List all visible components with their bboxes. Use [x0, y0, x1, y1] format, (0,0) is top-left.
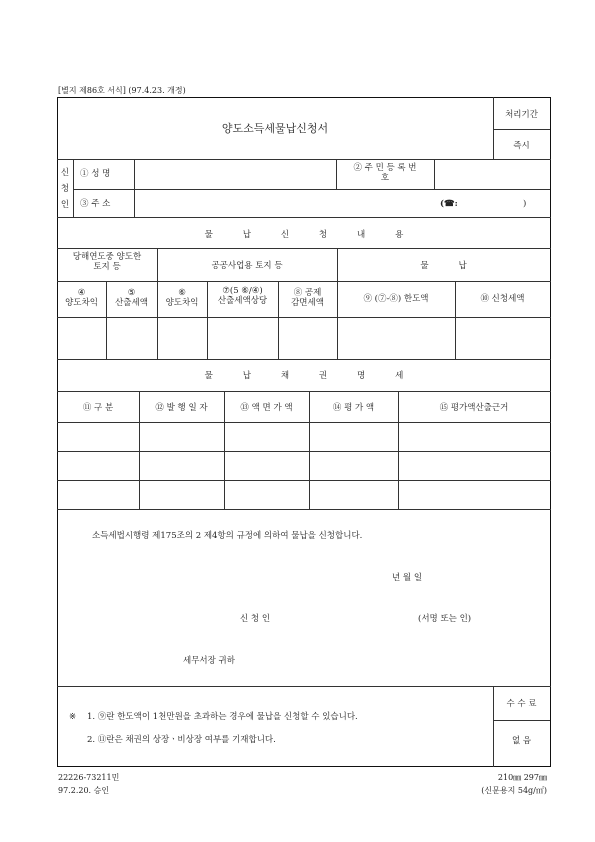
note-2: 2. ⑪란은 채권의 상장ㆍ비상장 여부를 기재합니다. [87, 735, 276, 745]
group-3-header: 물 납 [420, 261, 481, 271]
bond-row[interactable] [58, 423, 550, 450]
col-8-header: ⑧ 공제 감면세액 [291, 288, 324, 309]
form-number: [별지 제86호 서식] (97.4.23. 개정) [58, 86, 186, 95]
name-field[interactable] [135, 160, 335, 188]
frame-top [57, 97, 551, 98]
bond-row[interactable] [58, 481, 550, 508]
bond-heading: 물 납 채 권 명 세 [204, 371, 417, 381]
footer-right-line2: (신문용지 54g/㎡) [481, 786, 547, 795]
form-title: 양도소득세물납신청서 [221, 122, 329, 135]
col-12-header: ⑫ 발 행 일 자 [155, 403, 208, 413]
phone-label: (☎: [440, 199, 458, 209]
applicant-sign-label: 신 청 인 [240, 614, 271, 624]
fee-value: 없 음 [511, 736, 532, 746]
note-mark: ※ [69, 712, 77, 722]
processing-period-value: 즉시 [513, 141, 530, 151]
col-4-header: ④ 양도차익 [65, 288, 98, 309]
col-7-header: ⑦(5 ⑥/④) 산출세액상당 [217, 286, 268, 307]
applicant-group-label: 신 청 인 [60, 168, 70, 211]
group-1-header: 당해연도중 양도한 토지 등 [72, 252, 142, 273]
bond-row[interactable] [58, 452, 550, 479]
signature-label: (서명 또는 인) [418, 614, 472, 624]
col-14-header: ⑭ 평 가 액 [332, 403, 375, 413]
address-label: ③ 주 소 [80, 199, 111, 209]
footer-right-line1: 210㎜ 297㎜ [497, 773, 547, 782]
col-6-header: ⑥ 양도차익 [165, 288, 199, 309]
addressee: 세무서장 귀하 [183, 656, 235, 666]
name-label: ① 성 명 [80, 169, 111, 179]
col-9-header: ⑨ (⑦-⑧) 한도액 [363, 294, 429, 304]
fee-label: 수 수 료 [506, 699, 537, 709]
date-line: 년 월 일 [392, 573, 423, 583]
phone-close: ) [523, 199, 527, 209]
rrn-label: ② 주 민 등 록 번 호 [353, 163, 417, 184]
col-11-header: ⑪ 구 분 [82, 403, 114, 413]
request-entry-row[interactable] [58, 318, 550, 358]
request-heading: 물 납 신 청 내 용 [204, 230, 417, 240]
col-13-header: ⑬ 액 면 가 액 [240, 403, 293, 413]
note-1: 1. ⑨란 한도액이 1천만원을 초과하는 경우에 물납을 신청할 수 있습니다. [87, 712, 358, 722]
address-field[interactable] [135, 190, 435, 216]
footer-left-line1: 22226-73211민 [58, 773, 120, 782]
col-5-header: ⑤ 산출세액 [115, 288, 148, 309]
footer-left-line2: 97.2.20. 승인 [58, 786, 110, 795]
col-10-header: ⑩ 신청세액 [480, 294, 525, 304]
group-2-header: 공공사업용 토지 등 [211, 261, 283, 271]
frame-bottom [57, 766, 551, 767]
frame-right [550, 97, 551, 767]
rrn-field[interactable] [435, 160, 549, 188]
declaration-statement: 소득세법시행령 제175조의 2 제4항의 규정에 의하여 물납을 신청합니다. [92, 531, 363, 541]
processing-period-label: 처리기간 [505, 110, 538, 120]
col-15-header: ⑮ 평가액산출근거 [439, 403, 509, 413]
